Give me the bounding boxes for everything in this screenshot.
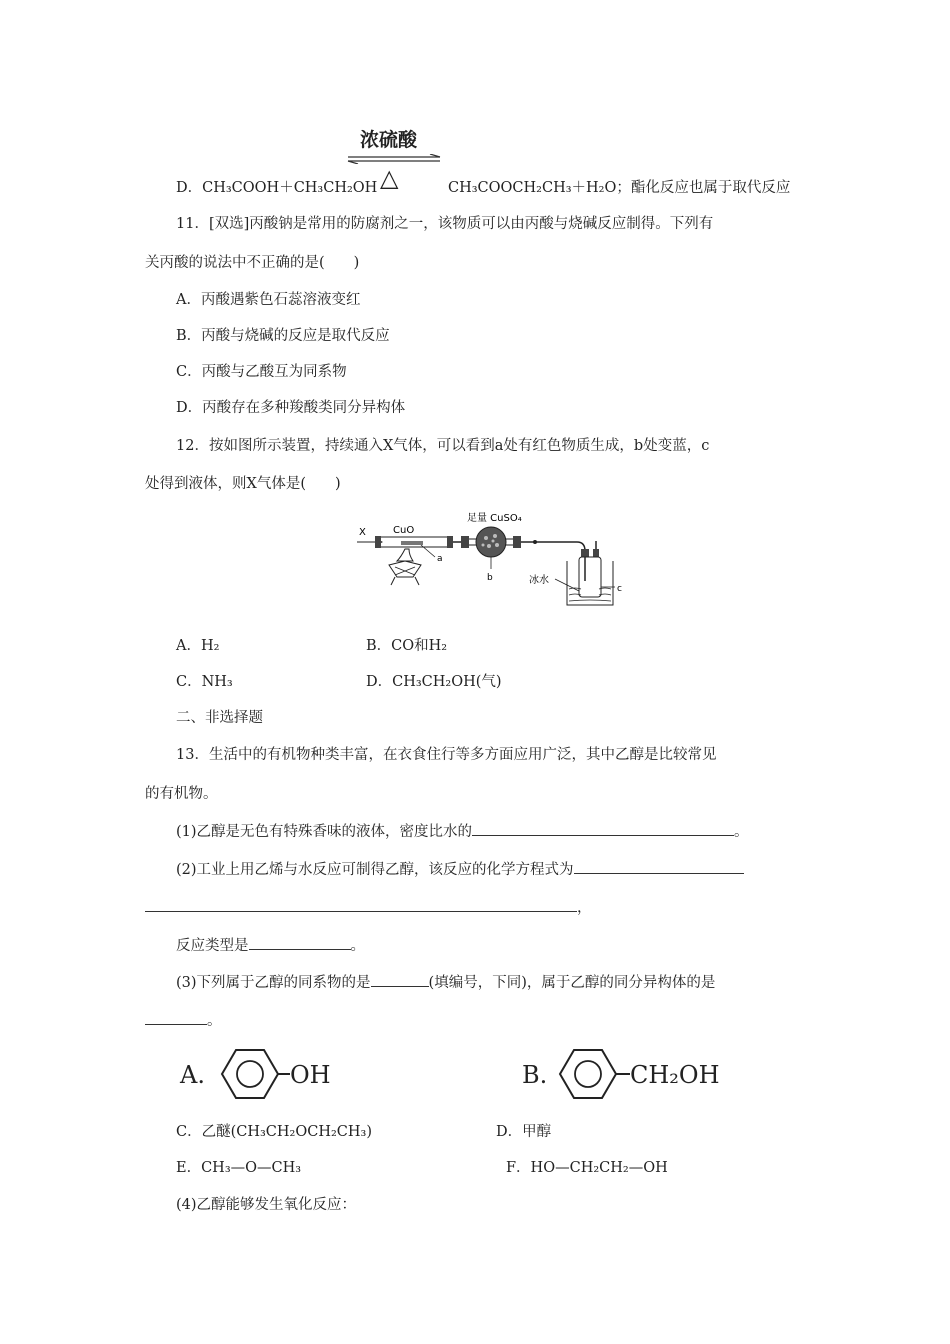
diagram-label-cuo: CuO bbox=[393, 525, 415, 536]
q13-option-f: F．HO—CH₂CH₂—OH bbox=[506, 1160, 668, 1176]
q13-part2 bbox=[176, 859, 744, 880]
q11-stem-cont: 关丙酸的说法中不正确的是( ) bbox=[145, 255, 360, 271]
diagram-label-a: a bbox=[437, 554, 443, 564]
reaction-condition-catalyst: 浓硫酸 bbox=[360, 129, 418, 151]
q13-part2-type bbox=[176, 935, 365, 956]
q12-option-b: B．CO和H₂ bbox=[366, 638, 448, 654]
q13-option-d: D．甲醇 bbox=[496, 1124, 552, 1140]
q13-part1 bbox=[176, 821, 749, 842]
diagram-label-b: b bbox=[487, 573, 493, 583]
structure-a-label: A. bbox=[180, 1061, 205, 1089]
answer-blank-2b[interactable] bbox=[145, 897, 577, 912]
q12-stem: 12．按如图所示装置，持续通入X气体，可以看到a处有红色物质生成，b处变蓝，c bbox=[176, 438, 710, 454]
q11-option-b: B．丙酸与烧碱的反应是取代反应 bbox=[176, 328, 390, 344]
answer-blank-1[interactable] bbox=[472, 821, 734, 836]
q11-stem: 11．[双选]丙酸钠是常用的防腐剂之一，该物质可以由丙酸与烧碱反应制得。下列有 bbox=[176, 216, 714, 232]
q13-part1-end: 。 bbox=[734, 824, 749, 840]
diagram-label-ice-water: 冰水 bbox=[529, 575, 549, 586]
heat-symbol: △ bbox=[380, 164, 399, 192]
answer-blank-3a[interactable] bbox=[371, 972, 429, 987]
q13-part3-text: (3)下列属于乙醇的同系物的是 bbox=[176, 975, 371, 991]
q13-part3-end: 。 bbox=[207, 1013, 222, 1029]
answer-blank-2a[interactable] bbox=[574, 859, 744, 874]
q13-part2-type-end: 。 bbox=[350, 938, 365, 954]
hydroxyl-group: OH bbox=[290, 1061, 331, 1089]
structure-b-label: B. bbox=[522, 1061, 548, 1089]
q11-option-d: D．丙酸存在多种羧酸类同分异构体 bbox=[176, 400, 406, 416]
q13-part4: (4)乙醇能够发生氧化反应： bbox=[176, 1197, 357, 1213]
q13-part3-line2 bbox=[145, 1010, 222, 1031]
answer-blank-2c[interactable] bbox=[249, 935, 351, 950]
q13-part1-text: (1)乙醇是无色有特殊香味的液体，密度比水的 bbox=[176, 824, 473, 840]
diagram-label-cuso4: 足量 CuSO₄ bbox=[467, 513, 522, 524]
q12-option-a: A．H₂ bbox=[176, 638, 220, 654]
reversible-arrow bbox=[346, 154, 442, 164]
hydroxymethyl-group: CH₂OH bbox=[630, 1061, 720, 1089]
diagram-label-x: X bbox=[359, 527, 366, 538]
q13-stem: 13．生活中的有机物种类丰富，在衣食住行等多方面应用广泛，其中乙醇是比较常见 bbox=[176, 747, 717, 763]
q13-option-e: E．CH₃—O—CH₃ bbox=[176, 1160, 302, 1176]
q11-option-c: C．丙酸与乙酸互为同系物 bbox=[176, 364, 347, 380]
q13-part3-mid: (填编号，下同)，属于乙醇的同分异构体的是 bbox=[428, 975, 716, 991]
q13-option-c: C．乙醚(CH₃CH₂OCH₂CH₃) bbox=[176, 1124, 373, 1140]
q10-option-d-suffix: CH₃COOCH₂CH₃＋H₂O；酯化反应也属于取代反应 bbox=[448, 180, 791, 196]
section-heading: 二、非选择题 bbox=[176, 710, 263, 726]
q13-part3 bbox=[176, 972, 715, 993]
q11-option-a: A．丙酸遇紫色石蕊溶液变红 bbox=[176, 292, 361, 308]
q12-stem-cont: 处得到液体，则X气体是( ) bbox=[145, 476, 341, 492]
q10-option-d-prefix: D．CH₃COOH＋CH₃CH₂OH bbox=[176, 180, 378, 196]
benzene-ring-a bbox=[212, 1046, 290, 1102]
apparatus-diagram bbox=[355, 505, 635, 615]
q13-part2-line2 bbox=[145, 897, 592, 918]
q13-part2-text: (2)工业上用乙烯与水反应可制得乙醇，该反应的化学方程式为 bbox=[176, 862, 574, 878]
diagram-label-c: c bbox=[617, 584, 622, 594]
q12-option-c: C．NH₃ bbox=[176, 674, 233, 690]
answer-blank-3b[interactable] bbox=[145, 1010, 207, 1025]
q12-option-d: D．CH₃CH₂OH(气) bbox=[366, 674, 502, 690]
q13-part2-type-text: 反应类型是 bbox=[176, 938, 249, 954]
benzene-ring-b bbox=[550, 1046, 630, 1102]
q13-part2-comma: ， bbox=[577, 900, 592, 916]
q13-stem-cont: 的有机物。 bbox=[145, 786, 218, 802]
